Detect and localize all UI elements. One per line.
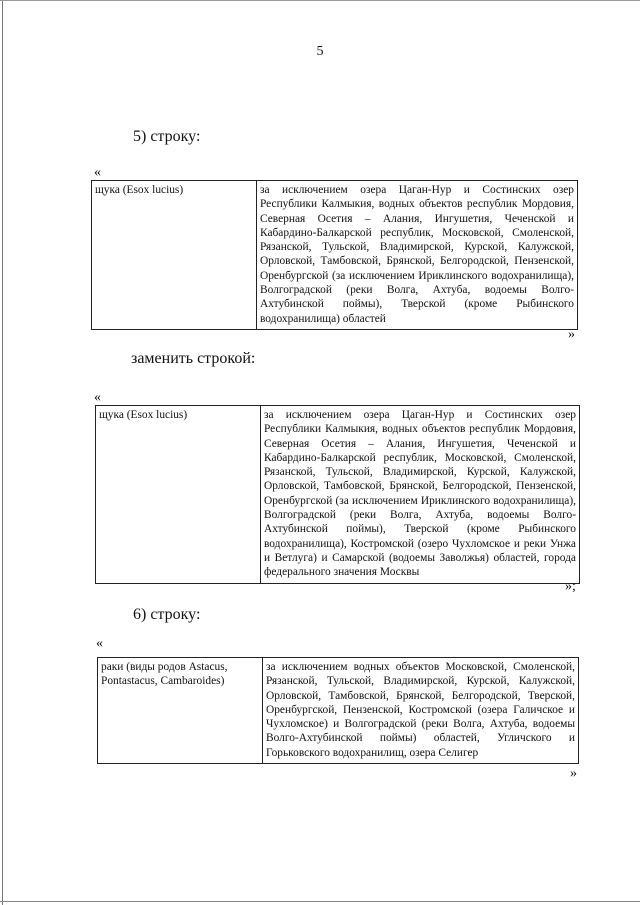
section-6-table <box>97 657 579 764</box>
scan-bottom-edge <box>0 901 640 902</box>
scan-left-edge <box>2 0 3 905</box>
description-cell: за исключением озера Цаган-Нур и Состинских озер Республики Калмыкия, водных объектов республик Мордовия, Северная Осетия – Алания, Ингушетия, Чеченской и Кабардино-Балкарской республик, Московской, Смоленской, Рязанской, Тульской, Владимирской, Курской, Калужской, Орловской, Тамбовской, Брянской, Белгородской, Пензенской, Оренбургской (за исключением Ириклинского водохранилища), Волгоградской (реки Волга, Ахтуба, водоемы Волго-Ахтубинской поймы), Тверской (кроме Рыбинского водохранилища) областей <box>257 181 578 330</box>
table-row <box>92 181 578 330</box>
section-5-heading: 5) строку: <box>133 128 201 145</box>
scan-top-edge <box>0 0 640 1</box>
table-row <box>98 658 579 764</box>
section-6-open-quote: « <box>96 636 103 651</box>
description-cell: за исключением озера Цаган-Нур и Состинских озер Республики Калмыкия, водных объектов республик Мордовия, Северная Осетия – Алания, Ингушетия, Чеченской и Кабардино-Балкарской республик, Московской, Смоленской, Рязанской, Тульской, Владимирской, Курской, Калужской, Орловской, Тамбовской, Брянской, Белгородской, Пензенской, Оренбургской (за исключением Ириклинского водохранилища), Волгоградской (реки Волга, Ахтуба, водоемы Волго-Ахтубинской поймы), Тверской (кроме Рыбинского водохранилища), Костромской (озеро Чухломское и реки Унжа и Ветлуга) и Самарской (водоемы Заволжья) областей, города федерального значения Москвы <box>261 406 580 584</box>
table-row <box>96 406 580 584</box>
section-5-table <box>91 180 578 330</box>
replace-close-quote: »; <box>565 579 576 594</box>
species-cell: раки (виды родов Astacus, Pontastacus, Cambaroides) <box>98 658 263 764</box>
page-number: 5 <box>316 44 324 59</box>
replace-open-quote: « <box>94 390 101 405</box>
replace-heading: заменить строкой: <box>131 350 256 367</box>
species-cell: щука (Esox lucius) <box>92 181 257 330</box>
section-5-open-quote: « <box>94 165 101 180</box>
section-6-close-quote: » <box>570 766 577 781</box>
species-cell: щука (Esox lucius) <box>96 406 261 584</box>
replace-table <box>95 405 580 584</box>
description-cell: за исключением водных объектов Московской, Смоленской, Рязанской, Тульской, Владимирской, Курской, Калужской, Орловской, Тамбовской, Брянской, Белгородской, Тверской, Оренбургской, Пензенской, Костромской (озера Галичское и Чухломское) и Волгоградской (реки Волга, Ахтуба, водоемы Волго-Ахтубинской поймы) областей, Угличского и Горьковского водохранилищ, озера Селигер <box>263 658 579 764</box>
section-6-heading: 6) строку: <box>133 606 201 623</box>
section-5-close-quote: » <box>568 327 575 342</box>
